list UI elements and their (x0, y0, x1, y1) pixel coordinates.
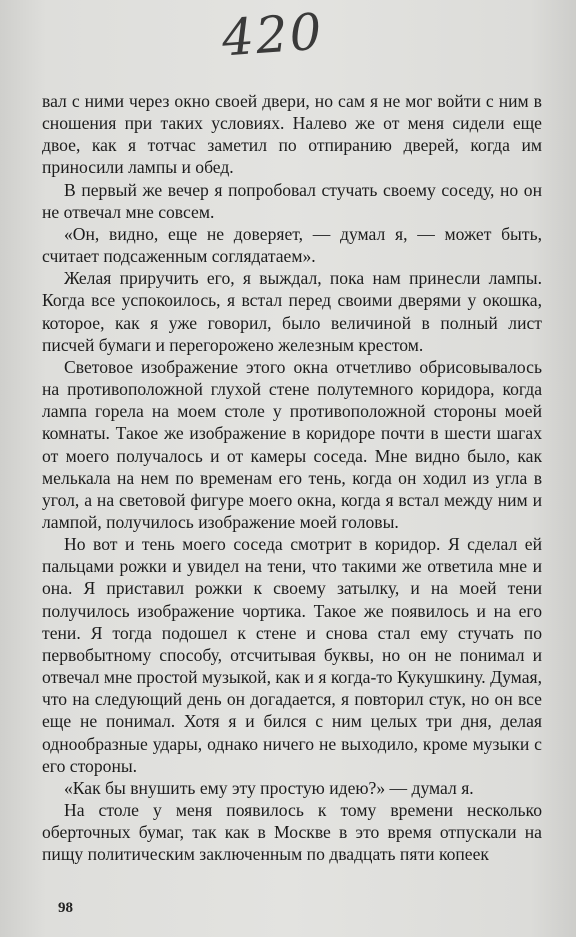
page-number: 98 (58, 900, 73, 916)
paragraph: Но вот и тень моего соседа смотрит в коридор. Я сделал ей пальцами рожки и увидел на тени, что такими же ответила мне и она. Я приставил рожки к своему затылку, и на моей тени получилось изображение чортика. Такое же появилось и на его тени. Я тогда подошел к стене и снова стал ему стучать по первобытному способу, отсчитывая буквы, но он не понимал и отвечал мне простой музыкой, как и я когда-то Кукушкину. Думая, что на следующий день он догадается, я повторил стук, но он все еще не понимал. Хотя я и бился с ним целых три дня, делая однообразные удары, однако ничего не выходило, кроме музыки с его стороны. (42, 534, 542, 776)
paragraph: «Он, видно, еще не доверяет, — думал я, — может быть, считает подсаженным соглядатаем». (42, 223, 542, 267)
paragraph: В первый же вечер я попробовал стучать своему соседу, но он не отвечал мне совсем. (42, 179, 542, 222)
handwritten-page-annotation: 420 (220, 2, 326, 68)
paragraph: На столе у меня появилось к тому времени несколько оберточных бумаг, так как в Москве в это время отпускали на пищу политическим заключенным по двадцать пяти копеек (42, 800, 542, 865)
paragraph: вал с ними через окно своей двери, но сам я не мог войти с ним в сношения при таких условиях. Налево же от меня сидели еще двое, как я тотчас заметил по отпиранию дверей, когда им приносили лампы и обед. (42, 91, 542, 178)
paragraph: «Как бы внушить ему эту простую идею?» — думал я. (64, 777, 474, 798)
body-text (42, 90, 542, 865)
paragraph: Световое изображение этого окна отчетливо обрисовывалось на противоположной глухой стене полутемного коридора, когда лампа горела на моем столе у противоположной стороны моей комнаты. Такое же изображение в коридоре почти в шести шагах от моего получалось и от камеры соседа. Мне видно было, как мелькала на нем по временам его тень, когда он ходил из угла в угол, а на световой фигуре моего окна, когда я встал между ним и лампой, получилось изображение моей головы. (42, 356, 542, 532)
paragraph: Желая приручить его, я выждал, пока нам принесли лампы. Когда все успокоилось, я встал перед своими дверями у окошка, которое, как я уже говорил, было величиной в полный лист писчей бумаги и перегорожено железным крестом. (42, 268, 542, 355)
